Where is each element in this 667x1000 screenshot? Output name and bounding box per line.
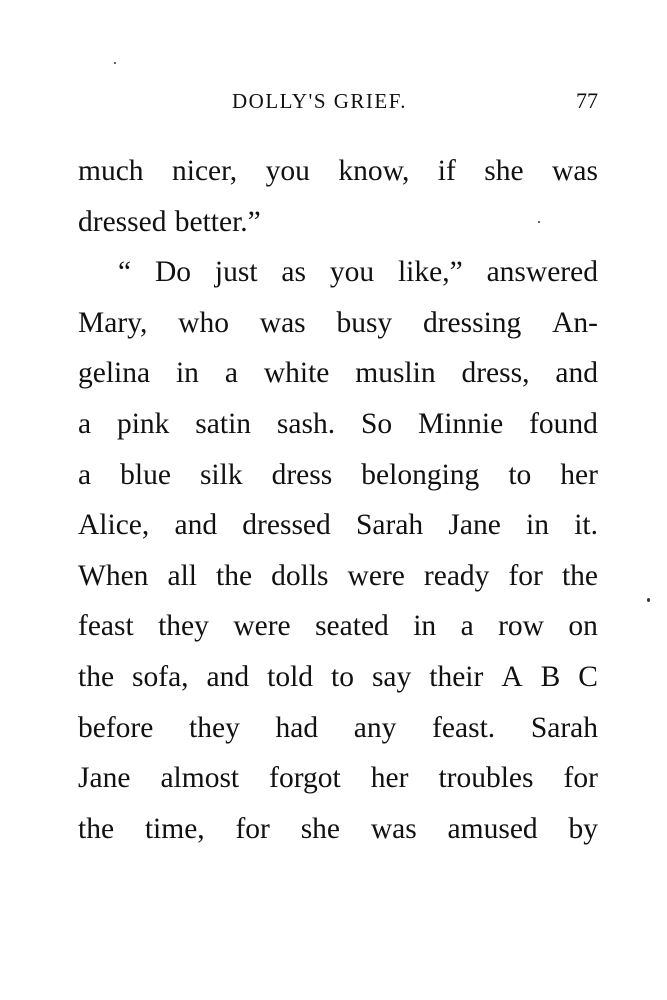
word: An-	[552, 306, 598, 339]
word: who	[178, 306, 229, 339]
word: was	[370, 812, 417, 845]
word: if	[437, 155, 456, 187]
word: much	[78, 155, 144, 187]
word: like,”	[397, 256, 463, 289]
word: all	[167, 559, 197, 592]
word: to	[508, 458, 532, 491]
word: So	[360, 407, 393, 440]
word: amused	[447, 812, 538, 845]
word: know,	[338, 155, 410, 187]
word: for	[235, 812, 270, 845]
word: seated	[315, 610, 389, 643]
body-text	[78, 146, 598, 854]
print-speck	[538, 221, 540, 223]
word: dressing	[422, 306, 522, 339]
word: row	[498, 610, 544, 643]
word: and	[555, 357, 598, 390]
word: their	[429, 660, 484, 693]
word: Mary,	[78, 306, 148, 339]
word: found	[529, 407, 598, 440]
word: Minnie	[418, 407, 504, 440]
word: was	[259, 306, 306, 339]
text-line	[78, 601, 598, 652]
word: C	[578, 660, 598, 693]
word: better.”	[174, 205, 261, 238]
word: Do	[154, 256, 192, 289]
word: ready	[423, 559, 490, 592]
word: muslin	[355, 357, 436, 390]
word: dressed	[78, 205, 167, 238]
word: almost	[160, 762, 240, 795]
word: gelina	[78, 357, 151, 390]
word: they	[189, 711, 240, 744]
text-line	[78, 197, 598, 248]
word: before	[78, 711, 154, 744]
word: she	[484, 155, 524, 187]
word: it.	[574, 509, 598, 542]
word: blue	[120, 458, 171, 491]
word: you	[329, 256, 375, 289]
word: dress,	[461, 357, 530, 390]
word: was	[552, 155, 598, 187]
text-line	[78, 247, 598, 298]
print-speck	[647, 598, 650, 602]
text-line	[78, 753, 598, 804]
word: sofa,	[132, 660, 189, 693]
word: for	[563, 762, 598, 795]
word: silk	[199, 458, 243, 491]
word: her	[370, 762, 409, 795]
word: were	[347, 559, 405, 592]
text-line	[78, 500, 598, 551]
word: sash.	[276, 407, 336, 440]
word: and	[174, 509, 218, 542]
word: When	[78, 559, 149, 592]
word: you	[265, 155, 310, 187]
word: feast.	[432, 711, 496, 744]
word: the	[561, 559, 598, 592]
word: the	[216, 559, 253, 592]
word: told	[267, 660, 314, 693]
word: Alice,	[78, 509, 150, 542]
word: troubles	[438, 762, 534, 795]
word: dolls	[271, 559, 329, 592]
text-line	[78, 298, 598, 349]
word: to	[331, 660, 354, 693]
word: a	[78, 458, 92, 491]
word: time,	[144, 812, 205, 845]
word: answered	[486, 256, 598, 289]
word: pink	[116, 407, 170, 440]
word: for	[508, 559, 543, 592]
word: A	[501, 660, 523, 693]
word: Jane	[448, 509, 501, 542]
word: had	[275, 711, 319, 744]
word: as	[281, 256, 306, 289]
word: nicer,	[172, 155, 238, 187]
text-line	[78, 703, 598, 754]
text-line	[78, 804, 598, 855]
running-head	[78, 86, 598, 116]
word: a	[460, 610, 474, 643]
word: just	[214, 256, 258, 289]
word: the	[78, 812, 115, 845]
word: in	[175, 357, 199, 390]
text-line	[78, 146, 598, 197]
running-title: DOLLY'S GRIEF.	[232, 89, 408, 113]
word: in	[413, 610, 437, 643]
word: and	[206, 660, 250, 693]
word: say	[371, 660, 412, 693]
word: Sarah	[356, 509, 424, 542]
word: Jane	[78, 762, 131, 795]
word: B	[540, 660, 561, 693]
text-line	[78, 348, 598, 399]
word: Sarah	[530, 711, 598, 744]
text-line	[78, 450, 598, 501]
word: by	[568, 812, 598, 845]
word: belonging	[361, 458, 480, 491]
word: a	[78, 407, 92, 440]
word: “	[118, 256, 132, 289]
text-line	[78, 399, 598, 450]
word: her	[560, 458, 598, 491]
word: they	[158, 610, 209, 643]
word: busy	[336, 306, 393, 339]
word: any	[353, 711, 397, 744]
word: were	[233, 610, 291, 643]
word: dressed	[242, 509, 331, 542]
word: she	[300, 812, 341, 845]
word: dress	[271, 458, 333, 491]
word: forgot	[269, 762, 341, 795]
word: white	[263, 357, 330, 390]
word: in	[526, 509, 549, 542]
word: feast	[78, 610, 134, 643]
page-number: 77	[576, 88, 598, 113]
text-line	[78, 652, 598, 703]
word: a	[224, 357, 238, 390]
word: satin	[195, 407, 252, 440]
print-speck	[114, 62, 116, 64]
word: on	[568, 610, 598, 643]
word: the	[78, 660, 115, 693]
text-line	[78, 551, 598, 602]
